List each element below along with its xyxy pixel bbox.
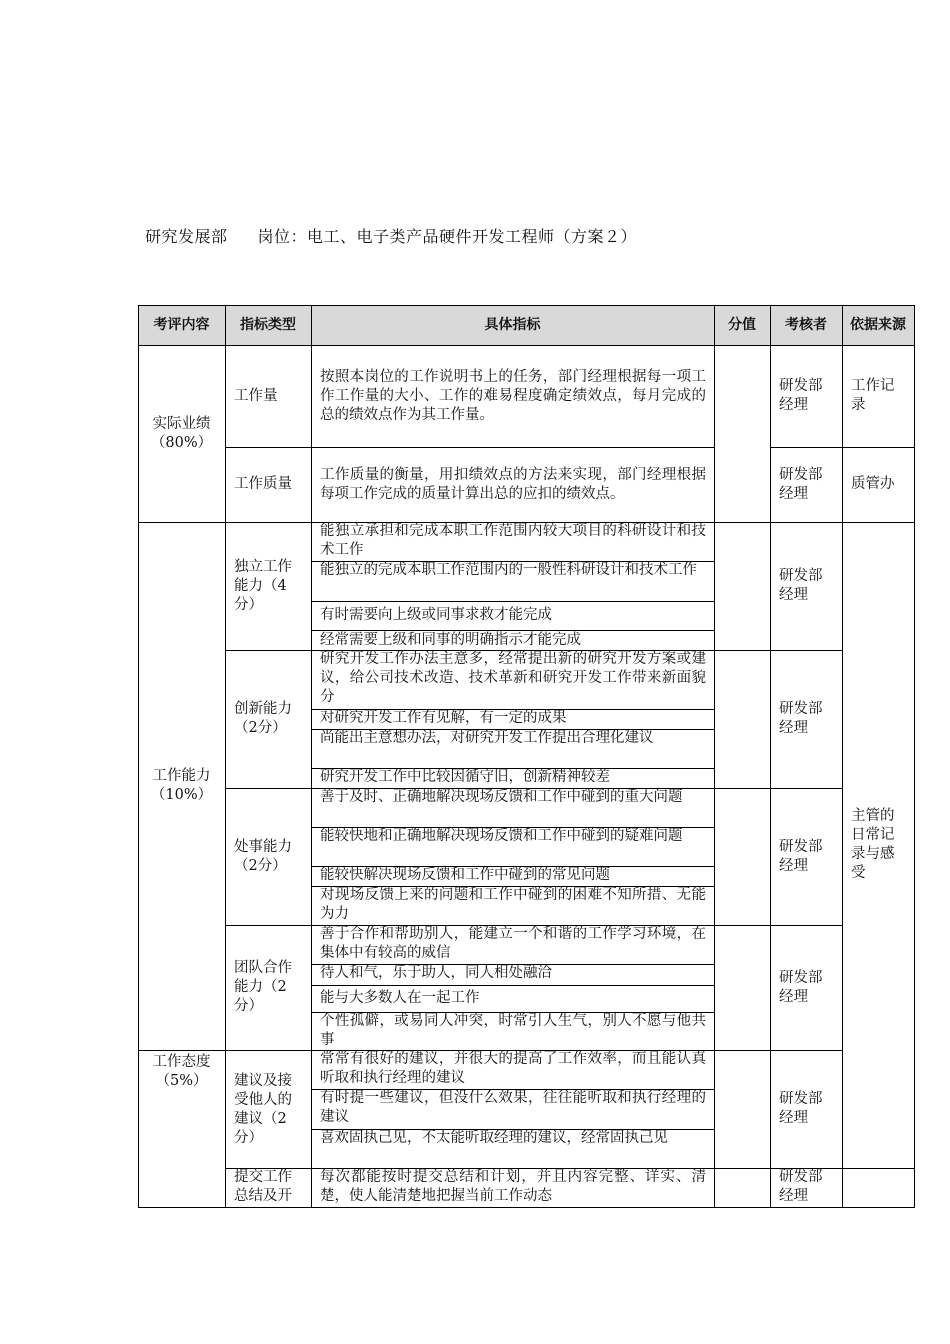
department-name: 研究发展部 <box>145 227 228 246</box>
grid-line <box>225 447 714 448</box>
section-ability: 工作能力（10%） <box>150 768 213 803</box>
independent-item: 能独立承担和完成本职工作范围内较大项目的科研设计和技术工作 <box>320 523 706 558</box>
position-name: 岗位：电工、电子类产品硬件开发工程师（方案２） <box>257 227 638 246</box>
type-innovation: 创新能力（2分） <box>234 701 292 736</box>
grid-line <box>311 827 714 828</box>
grid-line <box>311 709 714 710</box>
type-quality: 工作质量 <box>234 476 292 492</box>
innovation-item: 研究开发工作办法主意多，经常提出新的研究开发方案或建议，给公司技术改造、技术革新和研究开发工作带来新面貌分 <box>320 651 706 705</box>
grid-line <box>770 305 771 1208</box>
grid-line <box>914 305 915 1208</box>
type-handling: 处事能力（2分） <box>234 838 292 874</box>
suggestions-item: 有时提一些建议，但没什么效果，往往能听取和执行经理的建议 <box>320 1090 706 1125</box>
grid-line <box>138 522 915 523</box>
teamwork-item: 待人和气，乐于助人，同人相处融洽 <box>320 965 552 981</box>
grid-line <box>311 305 312 1208</box>
reviewer-suggestions: 研发部经理 <box>779 1091 823 1126</box>
handling-item: 能较快解决现场反馈和工作中碰到的常见问题 <box>320 867 610 883</box>
reviewer-summary: 研发部经理 <box>779 1169 823 1204</box>
grid-line <box>311 886 714 887</box>
suggestions-item: 喜欢固执己见，不太能听取经理的建议，经常固执己见 <box>320 1130 668 1146</box>
source-workload: 工作记录 <box>851 378 895 413</box>
grid-line <box>311 561 714 562</box>
header-content: 考评内容 <box>138 306 225 345</box>
source-quality: 质管办 <box>851 476 895 492</box>
grid-line <box>714 305 715 1208</box>
grid-line <box>842 305 843 1208</box>
suggestions-item: 常常有很好的建议，并很大的提高了工作效率，而且能认真听取和执行经理的建议 <box>320 1051 706 1086</box>
section-performance: 实际业绩（80%） <box>150 415 213 451</box>
indicator-quality: 工作质量的衡量，用扣绩效点的方法来实现，部门经理根据每项工作完成的质量计算出总的应扣的绩效点。 <box>320 466 706 502</box>
grid-line <box>138 1207 915 1208</box>
section-attitude: 工作态度（5%） <box>152 1054 211 1089</box>
grid-line <box>225 305 226 1208</box>
grid-line <box>225 1168 915 1169</box>
grid-line <box>311 985 714 986</box>
type-summary: 提交工作总结及开 <box>234 1169 292 1204</box>
grid-line <box>311 1089 714 1090</box>
grid-line <box>311 601 714 602</box>
handling-item: 对现场反馈上来的问题和工作中碰到的困难不知所措、无能为力 <box>320 887 706 922</box>
indicator-workload: 按照本岗位的工作说明书上的任务，部门经理根据每一项工作工作量的大小、工作的难易程度确定绩效点，每月完成的总的绩效点作为其工作量。 <box>320 368 706 423</box>
header-indicator: 具体指标 <box>311 306 714 345</box>
type-workload: 工作量 <box>234 387 278 404</box>
reviewer-independent: 研发部经理 <box>779 568 823 603</box>
type-independent: 独立工作能力（4分） <box>234 558 292 613</box>
independent-item: 有时需要向上级或同事求救才能完成 <box>320 607 552 623</box>
grid-line <box>311 964 714 965</box>
innovation-item: 尚能出主意想办法，对研究开发工作提出合理化建议 <box>320 730 654 746</box>
reviewer-handling: 研发部经理 <box>779 838 823 874</box>
independent-item: 经常需要上级和同事的明确指示才能完成 <box>320 632 581 648</box>
reviewer-quality: 研发部经理 <box>779 466 823 502</box>
type-suggestions: 建议及接受他人的建议（2分） <box>234 1073 292 1146</box>
grid-line <box>138 305 139 1208</box>
teamwork-item: 个性孤僻，或易同人冲突，时常引人生气，别人不愿与他共事 <box>320 1013 706 1048</box>
grid-line <box>311 768 714 769</box>
grid-line <box>311 1012 714 1013</box>
header-source: 依据来源 <box>842 306 914 345</box>
header-reviewer: 考核者 <box>770 306 842 345</box>
grid-line <box>225 788 842 789</box>
header-type: 指标类型 <box>225 306 311 345</box>
grid-line <box>138 345 915 346</box>
teamwork-item: 能与大多数人在一起工作 <box>320 990 480 1006</box>
handling-item: 能较快地和正确地解决现场反馈和工作中碰到的疑难问题 <box>320 828 683 844</box>
grid-line <box>225 650 842 651</box>
grid-line <box>311 630 714 631</box>
header-score: 分值 <box>714 306 770 345</box>
grid-line <box>225 925 842 926</box>
grid-line <box>311 729 714 730</box>
grid-line <box>311 1129 714 1130</box>
reviewer-innovation: 研发部经理 <box>779 701 823 736</box>
summary-item: 每次都能按时提交总结和计划，并且内容完整、详实、清楚，使人能清楚地把握当前工作动态 <box>320 1169 706 1204</box>
reviewer-teamwork: 研发部经理 <box>779 969 823 1005</box>
innovation-item: 研究开发工作中比较因循守旧，创新精神较差 <box>320 769 610 785</box>
grid-line <box>311 866 714 867</box>
grid-line <box>138 305 915 306</box>
source-ability: 主管的日常记录与感受 <box>851 808 895 881</box>
grid-line <box>138 1050 842 1051</box>
handling-item: 善于及时、正确地解决现场反馈和工作中碰到的重大问题 <box>320 789 683 805</box>
innovation-item: 对研究开发工作有见解，有一定的成果 <box>320 710 567 726</box>
type-teamwork: 团队合作能力（2分） <box>234 960 292 1014</box>
independent-item: 能独立的完成本职工作范围内的一般性科研设计和技术工作 <box>320 562 697 578</box>
teamwork-item: 善于合作和帮助别人，能建立一个和谐的工作学习环境，在集体中有较高的威信 <box>320 926 706 961</box>
reviewer-workload: 研发部经理 <box>779 378 823 413</box>
